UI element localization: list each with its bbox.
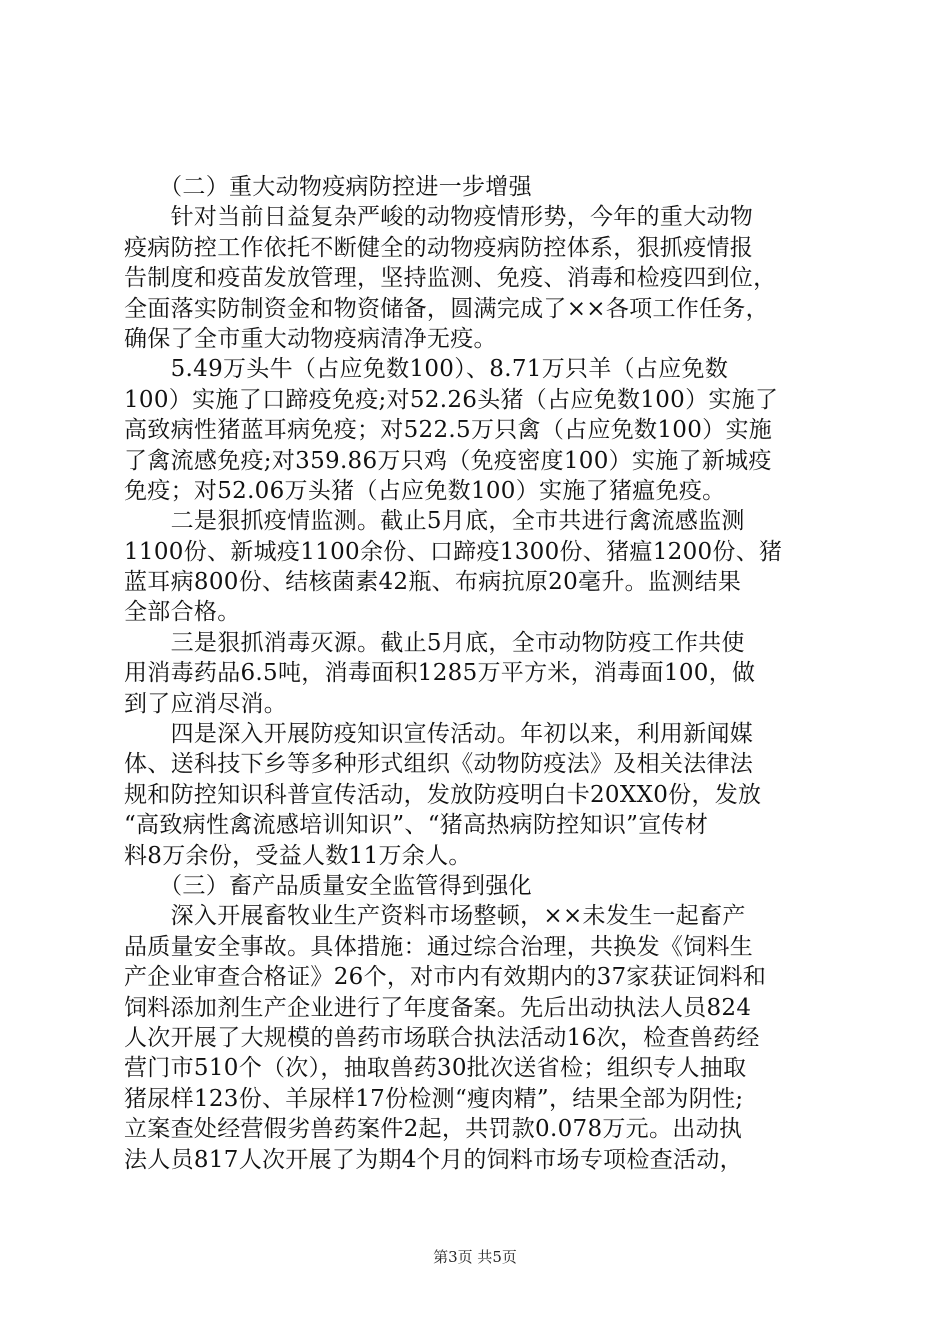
text-line: 二是狠抓疫情监测。截止5月底，全市共进行禽流感监测 — [124, 508, 745, 535]
page-number-footer: 第3页 共5页 — [433, 1248, 517, 1266]
text-line: 饲料添加剂生产企业进行了年度备案。先后出动执法人员824 — [124, 994, 752, 1021]
text-line: 人次开展了大规模的兽药市场联合执法活动16次，检查兽药经 — [124, 1024, 760, 1051]
text-line: 深入开展畜牧业生产资料市场整顿，××未发生一起畜产 — [124, 903, 746, 930]
text-line: 立案查处经营假劣兽药案件2起，共罚款0.078万元。出动执 — [124, 1116, 743, 1143]
text-line: （二）重大动物疫病防控进一步增强 — [124, 174, 532, 200]
text-line: 疫病防控工作依托不断健全的动物疫病防控体系，狠抓疫情报 — [124, 234, 754, 261]
text-line: 1100份、新城疫1100余份、口蹄疫1300份、猪瘟1200份、猪 — [124, 538, 783, 565]
text-line: 产企业审查合格证》26个，对市内有效期内的37家获证饲料和 — [124, 964, 767, 991]
text-line: 了禽流感免疫;对359.86万只鸡（免疫密度100）实施了新城疫 — [124, 447, 772, 474]
text-line: 告制度和疫苗发放管理，坚持监测、免疫、消毒和检疫四到位， — [124, 265, 777, 292]
text-line: 到了应消尽消。 — [124, 690, 288, 717]
text-line: 全面落实防制资金和物资储备，圆满完成了××各项工作任务， — [124, 295, 769, 322]
text-line: 法人员817人次开展了为期4个月的饲料市场专项检查活动， — [124, 1146, 743, 1173]
text-line: 规和防控知识科普宣传活动，发放防疫明白卡20XX0份，发放 — [124, 781, 762, 808]
text-line: 用消毒药品6.5吨，消毒面积1285万平方米，消毒面100，做 — [124, 660, 756, 687]
text-line: 免疫；对52.06万头猪（占应免数100）实施了猪瘟免疫。 — [124, 477, 726, 504]
text-line: 品质量安全事故。具体措施：通过综合治理，共换发《饲料生 — [124, 933, 754, 960]
text-line: 营门市510个（次），抽取兽药30批次送省检；组织专人抽取 — [124, 1055, 747, 1082]
document-body — [124, 172, 836, 1175]
text-line: 针对当前日益复杂严峻的动物疫情形势，今年的重大动物 — [124, 204, 754, 231]
text-line: 三是狠抓消毒灭源。截止5月底，全市动物防疫工作共使 — [124, 629, 745, 656]
text-line: 体、送科技下乡等多种形式组织《动物防疫法》及相关法律法 — [124, 751, 754, 778]
text-line: 100）实施了口蹄疫免疫;对52.26头猪（占应免数100）实施了 — [124, 386, 779, 413]
text-line: 5.49万头牛（占应免数100）、8.71万只羊（占应免数 — [124, 356, 729, 383]
text-line: 猪尿样123份、羊尿样17份检测“瘦肉精”，结果全部为阴性; — [124, 1085, 744, 1112]
text-line: 四是深入开展防疫知识宣传活动。年初以来，利用新闻媒 — [124, 721, 754, 748]
text-line: 蓝耳病800份、结核菌素42瓶、布病抗原20毫升。监测结果 — [124, 569, 742, 596]
text-line: 确保了全市重大动物疫病清净无疫。 — [124, 325, 497, 352]
text-line: 高致病性猪蓝耳病免疫；对522.5万只禽（占应免数100）实施 — [124, 417, 773, 444]
text-line: （三）畜产品质量安全监管得到强化 — [124, 872, 532, 899]
text-line: 全部合格。 — [124, 599, 241, 626]
text-line: 料8万余份，受益人数11万余人。 — [124, 842, 472, 869]
text-line: “高致病性禽流感培训知识”、“猪高热病防控知识”宣传材 — [124, 812, 709, 839]
